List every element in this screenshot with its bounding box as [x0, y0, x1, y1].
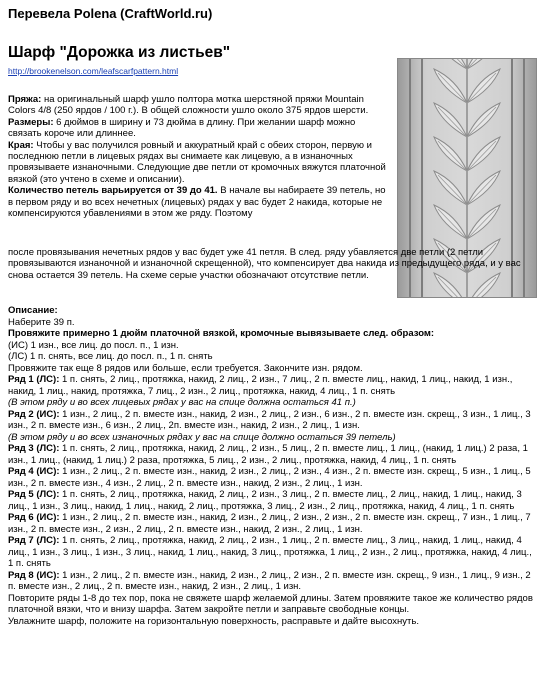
- description-section: [8, 305, 538, 627]
- count-paragraph: Количество петель варьируется от 39 до 41. В начале вы набираете 39 петель, но в первом ряду и во всех нечетных (лицевых) рядах у вас будет 2 накида, которые не компенсируются убавлениями в этом же ряду. Поэтому: [8, 185, 386, 220]
- ws-edge-line: (ИС) 1 изн., все лиц. до посл. п., 1 изн.: [8, 339, 179, 351]
- description-heading: Описание:: [8, 305, 58, 316]
- row-8-instruction: Ряд 8 (ИС): 1 изн., 2 лиц., 2 п. вместе изн., накид, 2 изн., 2 лиц., 2 изн., 2 п. вместе изн. скрещ., 9 изн., 1 лиц., 9 изн., 2 п. вместе изн., 2 лиц., 2 п. вместе изн., накид, 2 изн., 2 лиц., 1 изн.: [8, 569, 531, 592]
- garter-instruction: Провяжите примерно 1 дюйм платочной вязкой, кромочные вывязываете след. образом:: [8, 328, 435, 339]
- yarn-paragraph: Пряжа: на оригинальный шарф ушло полтора мотка шерстяной пряжи Mountain Colors 4/8 (250 ярдов / 100 г.). В общей сложности ушло около 375 ярдов шерсти.: [8, 94, 369, 117]
- row-1-note: (В этом ряду и во всех лицевых рядах у вас на спице должна остаться 41 п.): [8, 397, 356, 408]
- repeat-note: Провяжите так еще 8 рядов или больше, если требуется. Закончите изн. рядом.: [8, 362, 363, 374]
- count-paragraph-continued: после провязывания нечетных рядов у вас будет уже 41 петля. В след. ряду убавляется две петли (2 петли провязываются изнаночной и изнаночной скрещенной), что компенсирует два накида из предыдущего ряда, и у вас снова остается 39 петель. На схеме серые участки обозначают отсутствие петли.: [8, 247, 521, 281]
- row-5-instruction: Ряд 5 (ЛС): 1 п. снять, 2 лиц., протяжка, накид, 2 лиц., 2 изн., 3 лиц., 2 п. вместе лиц., 2 лиц., накид, 1 лиц., накид, 3 лиц., 1 изн., 3 лиц., накид, 1 лиц., накид, 2 лиц., протяжка, 3 лиц., 2 изн., 2 лиц., протяжка, накид, 4 лиц., 1 п. снять: [8, 489, 522, 512]
- translator-credit: Перевела Polena (CraftWorld.ru): [8, 6, 213, 21]
- pattern-title: Шарф "Дорожка из листьев": [8, 44, 231, 61]
- repeat-rows-paragraph: Повторите ряды 1-8 до тех пор, пока не свяжете шарф желаемой длины. Затем провяжите такое же количество рядов платочной вязки, что и внизу шарфа. Затем закройте петли и заправьте свободные концы.: [8, 592, 533, 615]
- row-4-instruction: Ряд 4 (ИС): 1 изн., 2 лиц., 2 п. вместе изн., накид, 2 изн., 2 лиц., 2 изн., 4 изн., 2 п. вместе изн. скрещ., 5 изн., 1 лиц., 5 изн., 2 п. вместе изн., 4 изн., 2 лиц., 2 п. вместе изн., накид, 2 изн., 2 лиц., 1 изн.: [8, 466, 531, 489]
- size-paragraph: Размеры: 6 дюймов в ширину и 73 дюйма в длину. При желании шарф можно связать короче или длиннее.: [8, 116, 356, 140]
- row-1-instruction: Ряд 1 (ЛС): 1 п. снять, 2 лиц., протяжка, накид, 2 лиц., 2 изн., 7 лиц., 2 п. вместе лиц., накид, 1 лиц., накид, 1 изн., накид, 1 лиц., накид, протяжка, 7 лиц., 2 изн., 2 лиц., протяжка, накид, 4 лиц., 1 п. снять: [8, 374, 513, 397]
- edge-paragraph: Края: Чтобы у вас получился ровный и аккуратный край с обеих сторон, первую и последнюю петли в лицевых рядах вы снимаете как лицевую, а в изнаночных провязываете изнаночными. Следующие две петли от кромочных вяжутся платочной вязкой (это учтено в схеме и описании).: [8, 139, 386, 185]
- source-link[interactable]: http://brookenelson.com/leafscarfpattern.html: [8, 66, 179, 76]
- intro-section: [8, 94, 388, 219]
- rs-edge-line: (ЛС) 1 п. снять, все лиц. до посл. п., 1 п. снять: [8, 351, 213, 362]
- row-2-instruction: Ряд 2 (ИС): 1 изн., 2 лиц., 2 п. вместе изн., накид, 2 изн., 2 лиц., 2 изн., 6 изн., 2 п. вместе изн. скрещ., 3 изн., 1 лиц., 3 изн., 2 п. вместе изн., 6 изн., 2 лиц., 2п. вместе изн., накид, 2 изн., 2 лиц., 1 изн.: [8, 408, 531, 431]
- row-2-note: (В этом ряду и во всех изнаночных рядах у вас на спице должно остаться 39 петель): [8, 431, 396, 443]
- row-6-instruction: Ряд 6 (ИС): 1 изн., 2 лиц., 2 п. вместе изн., накид, 2 изн., 2 лиц., 2 изн., 2 изн., 2 п. вместе изн. скрещ., 7 изн., 1 лиц., 7 изн., 2 п. вместе изн., 2 изн., 2 лиц., 2 п. вместе изн., накид, 2 изн., 2 лиц., 1 изн.: [8, 512, 531, 535]
- finish-paragraph: Увлажните шарф, положите на горизонтальную поверхность, расправьте и дайте высохнуть.: [8, 615, 419, 627]
- row-7-instruction: Ряд 7 (ЛС): 1 п. снять, 2 лиц., протяжка, накид, 2 лиц., 2 изн., 1 лиц., 2 п. вместе лиц., 3 лиц., накид, 1 лиц., накид, 4 лиц., 1 изн., 3 лиц., 1 изн., 3 лиц., накид, 1 лиц., накид, 3 лиц., протяжка, 1 лиц., 2 изн., 2 лиц., протяжка, накид, 4 лиц., 1 п. снять: [8, 535, 532, 569]
- cast-on-line: Наберите 39 п.: [8, 316, 75, 328]
- row-instructions: [8, 374, 538, 593]
- row-3-instruction: Ряд 3 (ЛС): 1 п. снять, 2 лиц., протяжка, накид, 2 лиц., 2 изн., 5 лиц., 2 п. вместе лиц., 1 лиц., (накид, 1 лиц.) 2 раза, 1 изн., 1 лиц., (накид, 1 лиц.) 2 раза, протяжка, 5 лиц., 2 изн., 2 лиц., протяжка, накид, 4 лиц., 1 п. снять: [8, 443, 528, 466]
